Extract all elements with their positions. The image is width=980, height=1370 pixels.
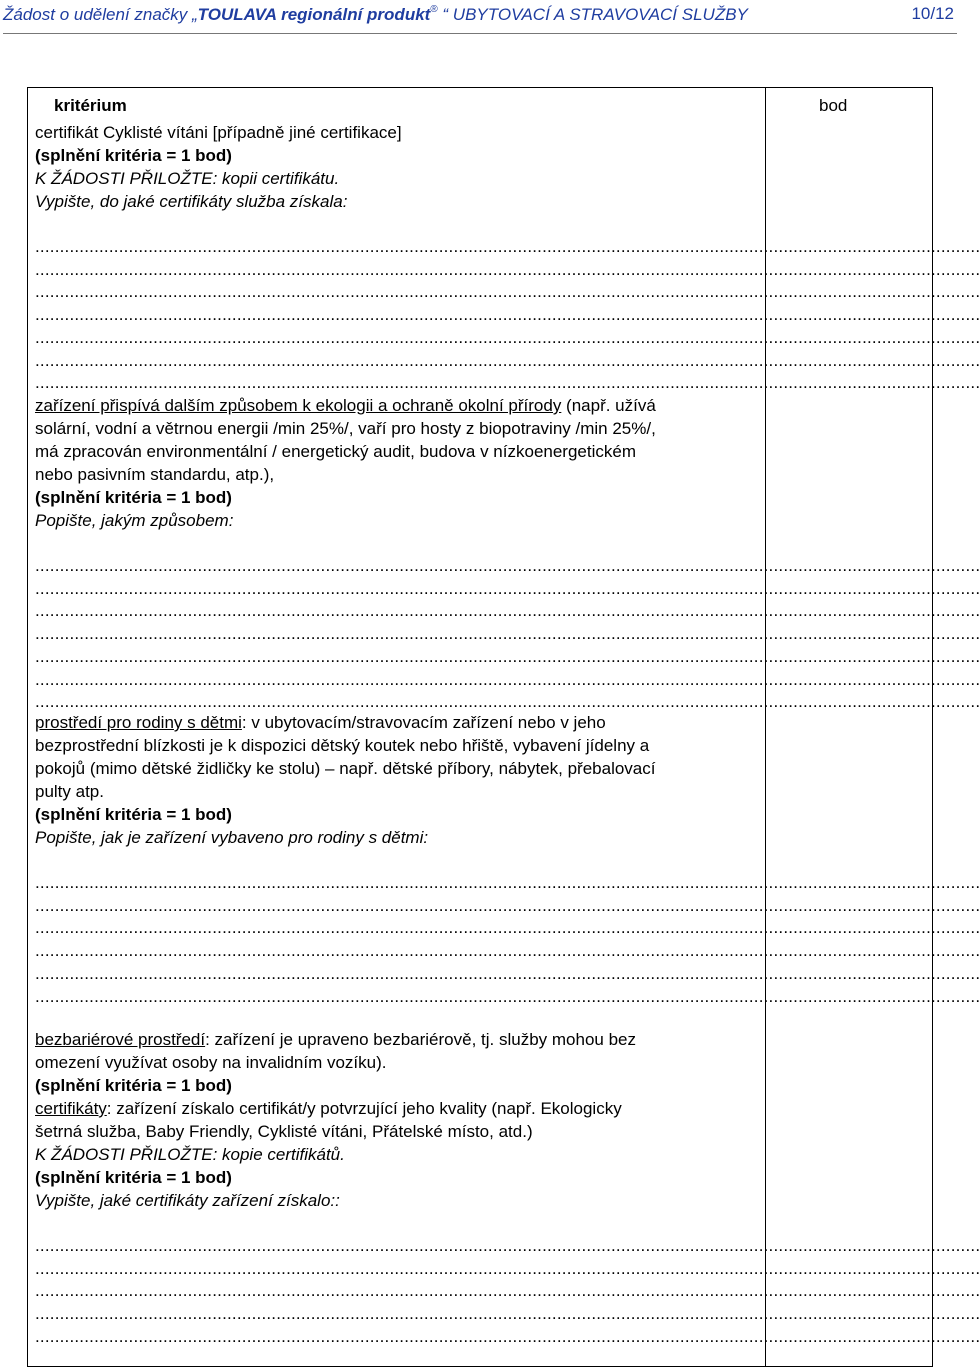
criterion-text: pulty atp. xyxy=(35,782,104,801)
column-header-points: bod xyxy=(819,96,848,115)
answer-dots: ................................................................................................................................................................................................ xyxy=(35,669,980,689)
criteria-table xyxy=(27,87,980,1367)
criterion-text: má zpracován environmentální / energetický audit, budova v nízkoenergetickém xyxy=(35,442,636,461)
criterion-lead: zařízení přispívá dalším způsobem k ekologii a ochraně okolní přírody xyxy=(35,396,562,415)
criterion-text: nebo pasivním standardu, atp.), xyxy=(35,465,275,484)
criterion-text: pokojů (mimo dětské židličky ke stolu) – např. dětské příbory, nábytek, přebalovací xyxy=(35,759,656,778)
answer-dots: ................................................................................................................................................................................................ xyxy=(35,350,980,370)
answer-dots: ................................................................................................................................................................................................ xyxy=(35,963,980,983)
answer-prompt: Vypište, jaké certifikáty zařízení získalo:: xyxy=(35,1191,340,1210)
criterion-row-cycling-certificate xyxy=(35,121,980,395)
answer-dots: ................................................................................................................................................................................................ xyxy=(35,895,980,915)
attachment-note: K ŽÁDOSTI PŘILOŽTE: kopii certifikátu. xyxy=(35,169,340,188)
attachment-note: K ŽÁDOSTI PŘILOŽTE: kopie certifikátů. xyxy=(35,1145,345,1164)
answer-prompt: Vypište, do jaké certifikáty služba získala: xyxy=(35,192,348,211)
answer-dots: ................................................................................................................................................................................................ xyxy=(35,259,980,279)
fulfilment-note: (splnění kritéria = 1 bod) xyxy=(35,1076,232,1095)
answer-dots: ................................................................................................................................................................................................ xyxy=(35,1281,980,1301)
column-separator xyxy=(765,88,766,1366)
criterion-text: šetrná služba, Baby Friendly, Cyklisté vítáni, Přátelské místo, atd.) xyxy=(35,1122,533,1141)
page-number: 10/12 xyxy=(911,4,954,23)
answer-dots: ................................................................................................................................................................................................ xyxy=(35,646,980,666)
answer-dots: ................................................................................................................................................................................................ xyxy=(35,1236,980,1255)
answer-dots: ................................................................................................................................................................................................ xyxy=(35,601,980,621)
header-rule xyxy=(3,33,957,34)
answer-dots: ................................................................................................................................................................................................ xyxy=(35,1304,980,1324)
answer-dots: ................................................................................................................................................................................................ xyxy=(35,578,980,598)
answer-dots: ................................................................................................................................................................................................ xyxy=(35,692,980,712)
answer-dots: ................................................................................................................................................................................................ xyxy=(35,986,980,1006)
answer-dots: ................................................................................................................................................................................................ xyxy=(35,237,980,256)
fulfilment-note: (splnění kritéria = 1 bod) xyxy=(35,1168,232,1187)
answer-dots: ................................................................................................................................................................................................ xyxy=(35,282,980,302)
answer-dots: ................................................................................................................................................................................................ xyxy=(35,1326,980,1346)
criterion-lead: prostředí pro rodiny s dětmi xyxy=(35,713,242,732)
answer-dots: ................................................................................................................................................................................................ xyxy=(35,1258,980,1278)
answer-prompt: Popište, jakým způsobem: xyxy=(35,511,234,530)
criterion-text: bezprostřední blízkosti je k dispozici dětský koutek nebo hřiště, vybavení jídelny a xyxy=(35,736,650,755)
answer-dots: ................................................................................................................................................................................................ xyxy=(35,624,980,644)
answer-dots: ................................................................................................................................................................................................ xyxy=(35,918,980,938)
answer-prompt: Popište, jak je zařízení vybaveno pro rodiny s dětmi: xyxy=(35,828,429,847)
answer-dots: ................................................................................................................................................................................................ xyxy=(35,556,980,575)
criterion-row-certificates: certifikáty: zařízení získalo certifikát/y potvrzující jeho kvality (např. Ekologicky šetrná služba, Baby Friendly, Cyklisté vítáni, Přátelské místo, atd.) K ŽÁDOSTI PŘILOŽTE: kopie certifikátů. (splnění kritéria = 1 bod) Vypište, jaké certifikáty zařízení získalo:: ................................................................................................................................................................................................ ................................................................................................................................................................................................ ................................................................................................................................................................................................ ................................................................................................................................................................................................ ................................................................................................................................................................................................ xyxy=(35,1097,760,1349)
criterion-lead: certifikáty xyxy=(35,1099,107,1118)
fulfilment-note: (splnění kritéria = 1 bod) xyxy=(35,146,232,165)
criterion-row-families: prostředí pro rodiny s dětmi: v ubytovacím/stravovacím zařízení nebo v jeho bezprostřední blízkosti je k dispozici dětský koutek nebo hřiště, vybavení jídelny a pokojů (mimo dětské židličky ke stolu) – např. dětské příbory, nábytek, přebalovací pulty atp. (splnění kritéria = 1 bod) Popište, jak je zařízení vybaveno pro rodiny s dětmi: ................................................................................................................................................................................................ ................................................................................................................................................................................................ ................................................................................................................................................................................................ ................................................................................................................................................................................................ ................................................................................................................................................................................................ ................................................................................................................................................................................................ xyxy=(35,711,760,1008)
answer-dots: ................................................................................................................................................................................................ xyxy=(35,373,980,393)
fulfilment-note: (splnění kritéria = 1 bod) xyxy=(35,805,232,824)
document-title: Žádost o udělení značky „TOULAVA regionální produkt® “ UBYTOVACÍ A STRAVOVACÍ SLUŽBY xyxy=(3,4,748,24)
answer-dots: ................................................................................................................................................................................................ xyxy=(35,941,980,961)
answer-dots: ................................................................................................................................................................................................ xyxy=(35,305,980,325)
page-header xyxy=(0,0,960,32)
criterion-row-ecology: zařízení přispívá dalším způsobem k ekologii a ochraně okolní přírody (např. užívá solární, vodní a větrnou energii /min 25%/, vaří pro hosty z biopotraviny /min 25%/, má zpracován environmentální / energetický audit, budova v nízkoenergetickém nebo pasivním standardu, atp.), (splnění kritéria = 1 bod) Popište, jakým způsobem: ................................................................................................................................................................................................ ................................................................................................................................................................................................ ................................................................................................................................................................................................ ................................................................................................................................................................................................ ................................................................................................................................................................................................ ................................................................................................................................................................................................ ................................................................................................................................................................................................ xyxy=(35,394,760,714)
column-header-criterion: kritérium xyxy=(54,96,127,115)
fulfilment-note: (splnění kritéria = 1 bod) xyxy=(35,488,232,507)
criterion-lead: bezbariérové prostředí xyxy=(35,1030,206,1049)
answer-dots: ................................................................................................................................................................................................ xyxy=(35,327,980,347)
criterion-text: certifikát Cyklisté vítáni [případně jiné certifikace] xyxy=(35,123,402,142)
criterion-text: omezení využívat osoby na invalidním vozíku). xyxy=(35,1053,387,1072)
criterion-row-barrier-free: bezbariérové prostředí: zařízení je upraveno bezbariérově, tj. služby mohou bez omezení využívat osoby na invalidním vozíku). (splnění kritéria = 1 bod) xyxy=(35,1028,760,1097)
answer-dots: ................................................................................................................................................................................................ xyxy=(35,873,980,892)
criterion-text: solární, vodní a větrnou energii /min 25%/, vaří pro hosty z biopotraviny /min 25%/, xyxy=(35,419,656,438)
